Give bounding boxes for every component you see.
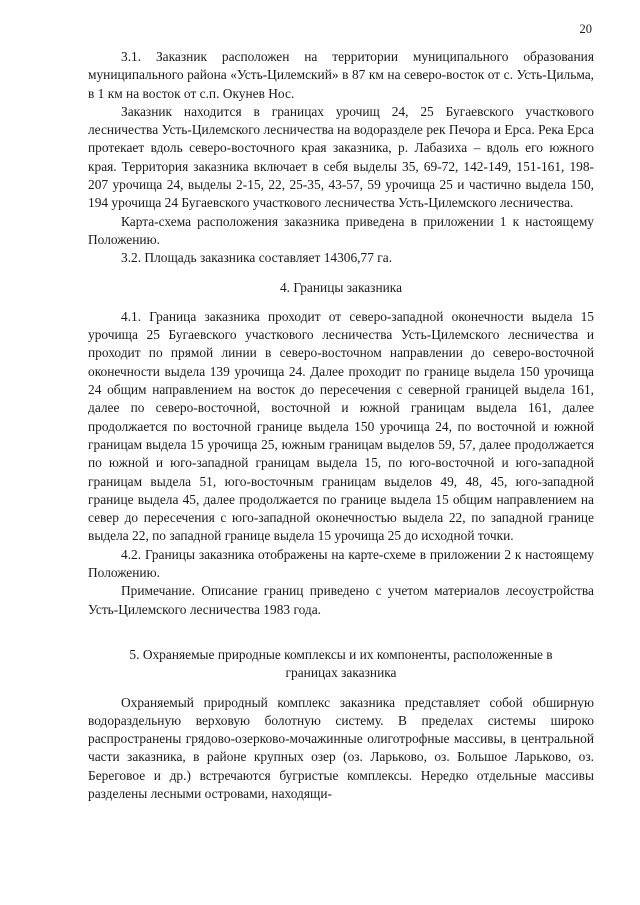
section-5-heading-line1: 5. Охраняемые природные комплексы и их компоненты, расположенные в	[129, 646, 553, 662]
paragraph-3-1-map: Карта-схема расположения заказника приведена в приложении 1 к настоящему Положению.	[88, 213, 594, 247]
spacer	[88, 297, 594, 308]
spacer	[88, 619, 594, 646]
paragraph-3-1: 3.1. Заказник расположен на территории муниципального образования муниципального района «Усть-Цилемский» в 87 км на северо-восток от с. Усть-Цильма, в 1 км на восток от с.п. Окунев Нос.	[88, 49, 594, 101]
spacer	[88, 268, 594, 279]
section-4-heading: 4. Границы заказника	[279, 279, 403, 295]
section-5-heading-line2: границах заказника	[285, 665, 397, 681]
paragraph-3-2: 3.2. Площадь заказника составляет 14306,77 га.	[121, 250, 393, 266]
page-number: 20	[579, 22, 592, 36]
paragraph-5-1: Охраняемый природный комплекс заказника представляет собой обширную водораздельную верховую болотную систему. В пределах системы широко распространены грядово-озерково-мочажинные олиготрофные массивы, в центральной части заказника, в районе крупных озер (оз. Ларьково, оз. Большое Ларьково, оз. Береговое и др.) встречаются бугристые комплексы. Нередко отдельные массивы разделены лесными островами, находящи-	[88, 694, 594, 801]
page-content	[88, 48, 594, 803]
paragraph-4-1: 4.1. Граница заказника проходит от северо-западной оконечности выдела 15 урочища 25 Бугаевского участкового лесничества Усть-Цилемского лесничества и проходит по прямой линии в северо-восточном направлении до северо-восточной оконечности выдела 139 урочища 24. Далее проходит по границе выдела 150 урочища 24 общим направлением на восток до пересечения с северной границей выдела 161, далее по северо-восточной, восточной и южной границам выдела 161, далее продолжается по восточной границе выдела 150 урочища 24, по восточной и южной границам выдела 15 урочища 25, южным границам выделов 59, 57, далее продолжается по южной и юго-западной границам выдела 15, по юго-восточной и юго-западной границам выдела 51, юго-восточным границам выделов 49, 48, 45, юго-западной границе выдела 45, далее продолжается по границе выдела 15 общим направлением на север до пересечения с юго-западной оконечностью выдела 22, по западной границе выдела 22, по западной границе выдела 15 урочища 25 до исходной точки.	[88, 308, 594, 544]
paragraph-3-1-location: Заказник находится в границах урочищ 24, 25 Бугаевского участкового лесничества Усть-Цилемского лесничества на водоразделе рек Печора и Ерса. Река Ерса протекает вдоль северо-восточного края заказника, р. Лабазиха – вдоль его южного края. Территория заказника включает в себя выделы 35, 69-72, 142-149, 151-161, 198-207 урочища 24, выделы 2-15, 22, 25-35, 43-57, 59 урочища 25 и частично выдела 150, 194 урочища 24 Бугаевского участкового лесничества Усть-Цилемского лесничества.	[88, 103, 594, 211]
paragraph-note: Примечание. Описание границ приведено с учетом материалов лесоустройства Усть-Цилемского лесничества 1983 года.	[88, 583, 594, 617]
spacer	[88, 683, 594, 694]
paragraph-4-2: 4.2. Границы заказника отображены на карте-схеме в приложении 2 к настоящему Положению.	[88, 546, 594, 581]
